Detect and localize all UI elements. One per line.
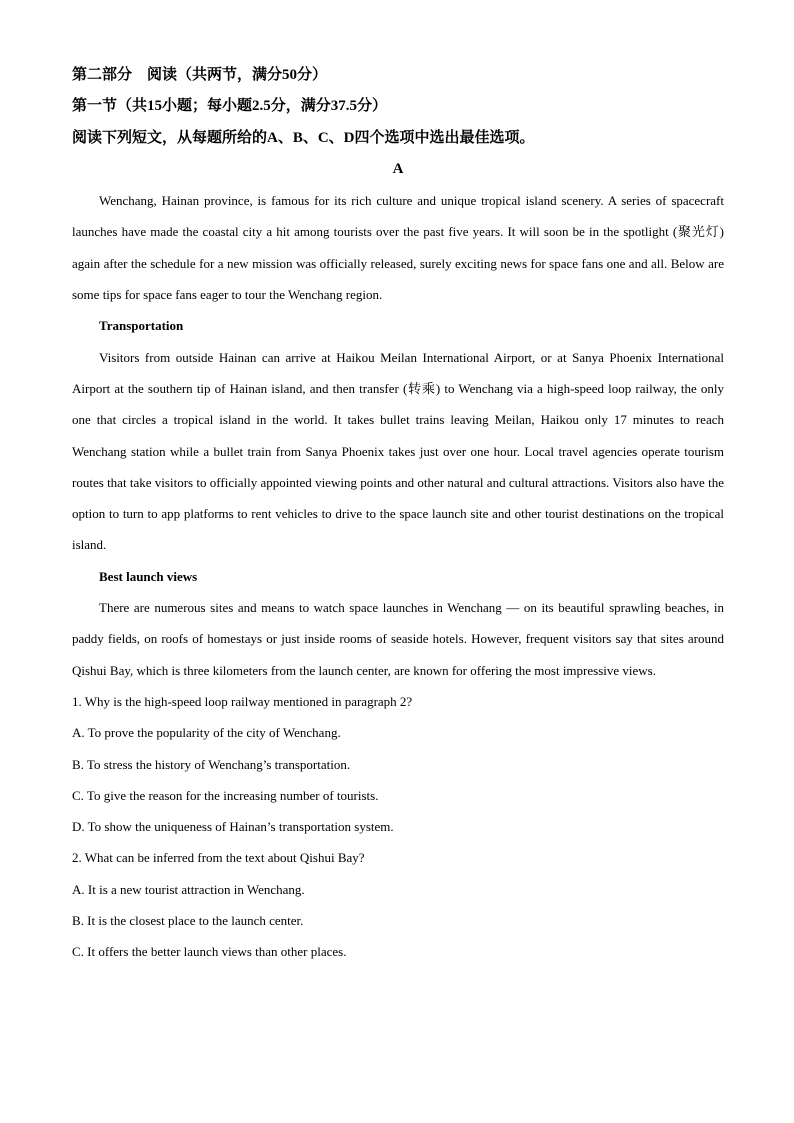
question-stem: 2. What can be inferred from the text about Qishui Bay? [72,850,365,866]
question-1 [72,686,724,842]
launch-views-heading: Best launch views [99,568,198,584]
transportation-heading: Transportation [99,318,184,334]
option-c[interactable]: C. To give the reason for the increasing number of tourists. [72,787,379,803]
question-2 [72,842,724,967]
option-a[interactable]: A. It is a new tourist attraction in Wenchang. [72,881,305,897]
exam-page [72,60,724,968]
launch-views-paragraph: There are numerous sites and means to watch space launches in Wenchang — on its beautiful sprawling beaches, in paddy fields, on roofs of homestays or just inside rooms of seaside hotels. However, frequent visitors say that sites around Qishui Bay, which is three kilometers from the launch center, are known for offering the most impressive views. [72,600,724,678]
intro-paragraph: Wenchang, Hainan province, is famous for its rich culture and unique tropical island scenery. A series of spacecraft launches have made the coastal city a hit among tourists over the past five years. It will soon be in the spotlight (聚光灯) again after the schedule for a new mission was officially released, surely exciting news for space fans one and all. Below are some tips for space fans eager to tour the Wenchang region. [72,193,724,303]
option-d[interactable]: D. To show the uniqueness of Hainan’s transportation system. [72,819,394,835]
instruction: 阅读下列短文，从每题所给的A、B、C、D四个选项中选出最佳选项。 [72,129,535,146]
part-title: 第二部分 阅读（共两节，满分50分） [72,67,328,83]
passage-label: A [392,160,404,177]
section-title: 第一节（共15小题；每小题2.5分，满分37.5分） [72,98,388,115]
option-a[interactable]: A. To prove the popularity of the city of Wenchang. [72,725,341,741]
question-stem: 1. Why is the high-speed loop railway mentioned in paragraph 2? [72,693,413,709]
option-c[interactable]: C. It offers the better launch views than other places. [72,944,347,960]
option-b[interactable]: B. To stress the history of Wenchang’s transportation. [72,756,351,772]
option-b[interactable]: B. It is the closest place to the launch center. [72,913,304,929]
transportation-paragraph: Visitors from outside Hainan can arrive at Haikou Meilan International Airport, or at Sanya Phoenix International Airport at the southern tip of Hainan island, and then transfer (转乘) to Wenchang via a high-speed loop railway, the only one that circles a tropical island in the world. It takes bullet trains leaving Meilan, Haikou only 17 minutes to reach Wenchang station while a bullet train from Sanya Phoenix takes just over one hour. Local travel agencies operate tourism routes that take visitors to officially appointed viewing points and other natural and cultural attractions. Visitors also have the option to turn to app platforms to rent vehicles to drive to the space launch site and other tourist destinations on the tropical island. [72,349,724,553]
